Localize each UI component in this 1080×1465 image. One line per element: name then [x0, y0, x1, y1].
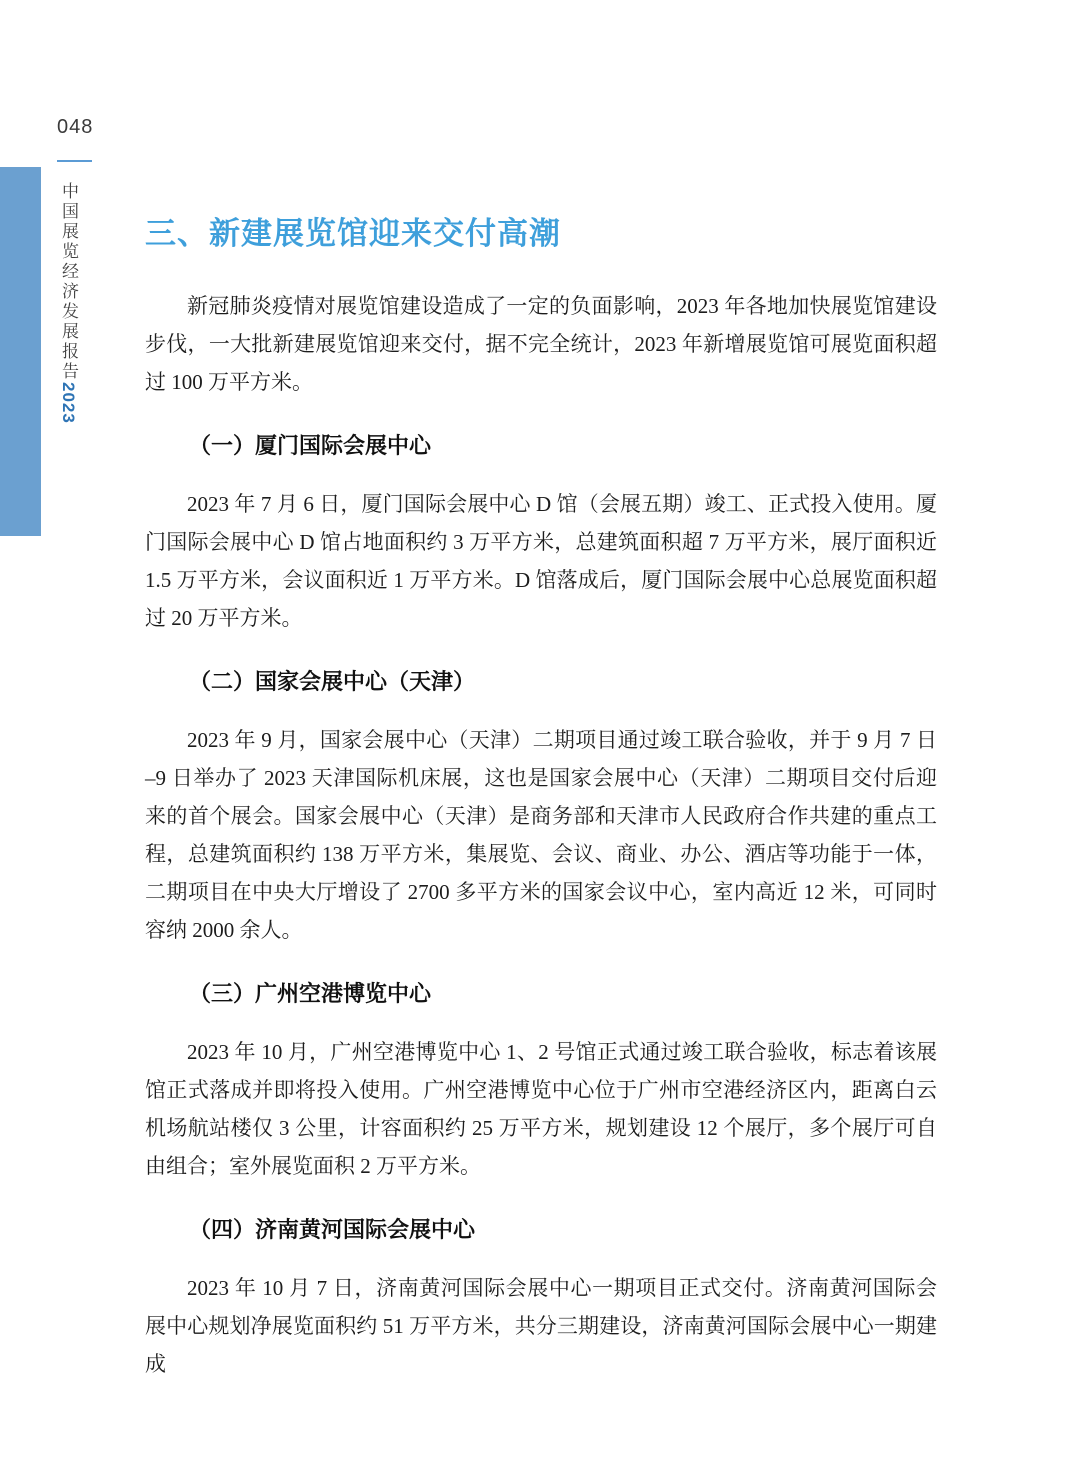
- subsection-body-1: 2023 年 7 月 6 日，厦门国际会展中心 D 馆（会展五期）竣工、正式投入使用。厦门国际会展中心 D 馆占地面积约 3 万平方米，总建筑面积超 7 万平方米，展厅面积近 1.5 万平方米，会议面积近 1 万平方米。D 馆落成后，厦门国际会展中心总展览面积超过 20 万平方米。: [145, 492, 937, 630]
- sidebar-book-title-text: 中国展览经济发展报告: [59, 182, 78, 382]
- subsection-heading-4: （四）济南黄河国际会展中心: [189, 1217, 476, 1242]
- subsection-body-2: 2023 年 9 月，国家会展中心（天津）二期项目通过竣工联合验收，并于 9 月 7 日 –9 日举办了 2023 天津国际机床展，这也是国家会展中心（天津）二期项目交付后迎来的首个展会。国家会展中心（天津）是商务部和天津市人民政府合作共建的重点工程，总建筑面积约 138 万平方米，集展览、会议、商业、办公、酒店等功能于一体，二期项目在中央大厅增设了 2700 多平方米的国家会议中心，室内高近 12 米，可同时容纳 2000 余人。: [145, 728, 937, 942]
- subsection-heading-2: （二）国家会展中心（天津）: [189, 669, 476, 694]
- intro-paragraph: 新冠肺炎疫情对展览馆建设造成了一定的负面影响，2023 年各地加快展览馆建设步伐，一大批新建展览馆迎来交付，据不完全统计，2023 年新增展览馆可展览面积超过 100 万平方米。: [145, 294, 937, 394]
- page-number: 048: [57, 116, 94, 138]
- subsection-body-4: 2023 年 10 月 7 日，济南黄河国际会展中心一期项目正式交付。济南黄河国际会展中心规划净展览面积约 51 万平方米，共分三期建设，济南黄河国际会展中心一期建成: [145, 1276, 937, 1376]
- subsection-heading-1: （一）厦门国际会展中心: [189, 433, 432, 458]
- subsection-heading-3: （三）广州空港博览中心: [189, 981, 432, 1006]
- sidebar-book-year: 2023: [59, 382, 78, 424]
- section-title: 三、新建展览馆迎来交付高潮: [145, 216, 561, 251]
- subsection-body-3: 2023 年 10 月，广州空港博览中心 1、2 号馆正式通过竣工联合验收，标志着该展馆正式落成并即将投入使用。广州空港博览中心位于广州市空港经济区内，距离白云机场航站楼仅 3 公里，计容面积约 25 万平方米，规划建设 12 个展厅，多个展厅可自由组合；室外展览面积 2 万平方米。: [145, 1040, 937, 1178]
